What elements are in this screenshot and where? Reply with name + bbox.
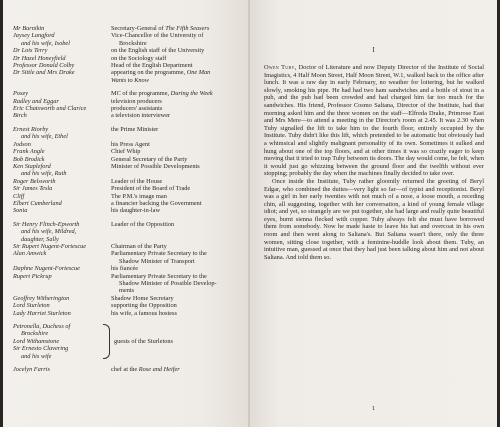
cast-description: Chief Whip [111,148,141,156]
cast-row [13,98,247,105]
cast-name: and his wife, Ruth [21,170,67,178]
cast-description: Leader of the House [111,177,163,185]
cast-row [13,250,247,257]
cast-name [13,258,111,265]
cast-name [13,287,111,294]
cast-description: chef at the Rose and Heifer [111,366,180,374]
cast-name: Rupert Pickrup [13,272,52,280]
cast-row [13,258,247,265]
cast-name: Eric Chatsworth and Clarice [13,105,87,113]
cast-name: Jocelyn Farris [13,366,50,374]
right-page [250,0,497,427]
cast-description-title: Rose and Heifer [138,366,180,374]
cast-description: Shadow Minister of Possible Develop- [119,280,217,287]
cast-name: Bob Brodick [13,155,45,163]
cast-row [13,273,247,280]
cast-description: Parliamentary Private Secretary to the [111,250,207,258]
cast-description: guests of the Sturletons [114,337,173,345]
cast-name: Dr Sittle and Mrs Drake [13,69,75,77]
cast-row [13,236,247,243]
cast-name: Birch [13,112,27,120]
chapter-number: I [372,46,375,54]
cast-name: daughter, Sally [21,235,59,243]
page-number: 1 [371,405,376,412]
cast-description: The P.M.'s image man [111,192,167,200]
cast-description [119,133,247,140]
cast-row [13,25,247,32]
cast-description: Brockshire [119,39,147,47]
cast-name: and his wife, Mildred, [21,228,77,236]
cast-row [13,295,247,302]
cast-name: Jodson [13,140,31,148]
cast-row [13,193,247,200]
cast-name: and his wife [21,352,52,360]
cast-description: his Press Agent [111,140,150,148]
cast-row [13,148,247,155]
cast-description: Head of the English Department [111,62,193,70]
cast-description: Shadow Home Secretary [111,294,174,302]
cast-row [13,77,247,84]
cast-row [13,228,247,235]
cast-list [13,25,247,373]
cast-description [119,236,247,243]
cast-name: Dr Lois Terry [13,47,48,55]
cast-row [13,141,247,148]
cast-description-title: Wants to Know [111,76,149,84]
cast-name: Radley and Eggar [13,97,59,105]
cast-row [13,126,247,133]
cast-description-title: One Man [186,69,211,77]
cast-description: a financier backing the Government [111,199,202,207]
cast-name: Posey [13,90,29,98]
cast-name [13,77,111,84]
cast-name: Jaysey Langford [13,32,55,40]
cast-name: and his wife, Isobel [21,39,70,47]
cast-description: Vice-Chancellor of the University of [111,32,204,40]
cast-description: Parliamentary Private Secretary to the [111,272,207,280]
paragraph-1-text: Doctor of Literature and now Deputy Director of the Institute of Social Imagistics, 4 Half Moon Street, Half Moon Street, W.1, walked back to the office after lunch. It was a raw day in early February, no weather for loitering, but he walked slowly, smoking his pipe. He had had two ham sandwiches and a bottle of stout in a pub, and the pub had been crowded and had charged him far too much for the sandwiches. His friend, Professor Cosmo Saltana, Director of the Institute, had that morning asked him and the three women on the staff—Elfreda Drake, Primrose East and Mrs Mere—to attend a meeting in the Director's room at 2.45. It was 2.30 when Tuby signalled the lift to take him to the fourth floor, entirely occupied by the Institute. Tuby didn't like this lift, which pretended to be automatic but obviously had a whimsical and slightly malignant personality of its own. Sometimes it sulked and hung about one of the top floors, and at other times it was so crazily eager to keep moving that it tried to trap Tuby between its doors. The day would come, he felt, when it would just go whizzing between the ground floor and the twelfth without ever stopping; probably the day when the machines finally decided to take over. [264,64,484,178]
cast-name: and his wife, Ethel [21,133,68,141]
cast-description [119,170,247,177]
cast-row [13,163,247,170]
paragraph-2: Once inside the Institute, Tuby rather gloomily returned the greeting of Beryl Edgar, who combined the duties—very light so far—of typist and receptionist. Beryl was a girl in her early twenties with not much of a nose, a loose mouth, a receding chin, all suggesting, together with her conversation, a kind of young female village idiot; and yet, so strangely are we put together, she had large and really quite beautiful eyes, burnt sienna flecked with copper. Tuby always felt she must have borrowed them from somebody. Now he made haste to leave his hat and overcoat in his own room and then went along to Saltana's. But Saltana wasn't there, only the three women, sitting close together, with a feminine-huddle look about them. Tuby, an intuitive man, guessed at once that they had just been talking about him and not about Saltana. And told them so. [264,177,484,261]
cast-row [13,200,247,207]
cast-description: Secretary-General of The Fifth Seasers [111,25,210,32]
cast-name: Mr Burnikin [13,25,45,32]
cast-name: Ken Stapleford [13,162,51,170]
cast-name: Brockshire [21,330,49,338]
cast-row [13,32,247,39]
cast-description: President of the Board of Trade [111,185,191,193]
cast-description: a television interviewer [111,112,171,120]
brace [103,324,110,359]
left-page [3,0,250,427]
cast-name: Professor Donald Colby [13,62,75,70]
cast-name: Petronella, Duchess of [13,323,71,331]
cast-name: Dr Hazel Honeyfield [13,54,66,62]
cast-description: on the Sociology staff [111,54,167,62]
cast-row [13,40,247,47]
cast-name: Sir Ernesto Clavering [13,345,69,353]
cast-row [13,265,247,272]
cast-group-names [13,323,103,360]
cast-description: ments [119,287,135,295]
cast-name: Roger Belsworth [13,177,56,185]
cast-group [13,323,247,360]
cast-description: his daughter-in-law [111,207,161,215]
cast-description: his wife, a famous hostess [111,309,177,317]
cast-name: Sonia [13,207,28,215]
cast-row [13,221,247,228]
cast-name: Elbert Cumberland [13,199,62,207]
cast-row [13,287,247,294]
cast-row [13,302,247,309]
cast-row [13,310,247,317]
cast-row [13,69,247,76]
cast-description: producers' assistants [111,105,163,113]
cast-row [13,243,247,250]
opening-words: Owen Tuby, [264,64,297,71]
cast-name: Lord Withamstone [13,337,60,345]
cast-row [13,90,247,97]
cast-row [13,178,247,185]
cast-description: his fiancée [111,265,139,273]
cast-name: Lord Sturleton [13,302,50,310]
cast-row [13,170,247,177]
cast-row [13,133,247,140]
cast-name: Frank Angle [13,148,45,156]
cast-description [111,77,247,84]
cast-row [13,105,247,112]
book-spread [3,0,497,427]
cast-description: appearing on the programme, One Man [111,69,211,77]
cast-row [13,185,247,192]
cast-description [119,228,247,235]
cast-row [13,156,247,163]
cast-description: television producers [111,97,162,105]
cast-name: Geoffrey Witherington [13,294,70,302]
cast-description: MC of the programme, During the Week [111,90,213,98]
cast-description: Shadow Minister of Transport [119,257,195,265]
cast-row [13,366,247,373]
paragraph-1 [264,64,484,178]
cast-description: Minister of Possible Developments [111,162,200,170]
cast-row [13,280,247,287]
cast-row [13,62,247,69]
cast-row [13,47,247,54]
cast-row [13,112,247,119]
cast-name: Sir James Tesla [13,185,53,193]
cast-name [13,280,111,287]
cast-description-title: During the Week [170,90,213,98]
cast-description: General Secretary of the Party [111,155,188,163]
cast-description: the Prime Minister [111,125,159,133]
cast-name: Alan Amwick [13,250,47,258]
cast-description: Leader of the Opposition [111,220,175,228]
chapter-text [264,64,484,261]
cast-description: Chairman of the Party [111,242,167,250]
cast-name: Cliff [13,192,25,200]
cast-name: Ernest Riorby [13,125,49,133]
cast-name: Lady Harriet Sturleton [13,309,71,317]
cast-name: Sir Rupert Nugent-Fortescue [13,242,87,250]
cast-name: Sir Henry Flinch-Epworth [13,220,80,228]
cast-name: Daphne Nugent-Fortescue [13,265,80,273]
cast-row [13,55,247,62]
cast-description: supporting the Opposition [111,302,177,310]
cast-description-title: The Fifth Seasers [165,25,210,32]
cast-description: on the English staff of the University [111,47,205,55]
cast-row [13,207,247,214]
